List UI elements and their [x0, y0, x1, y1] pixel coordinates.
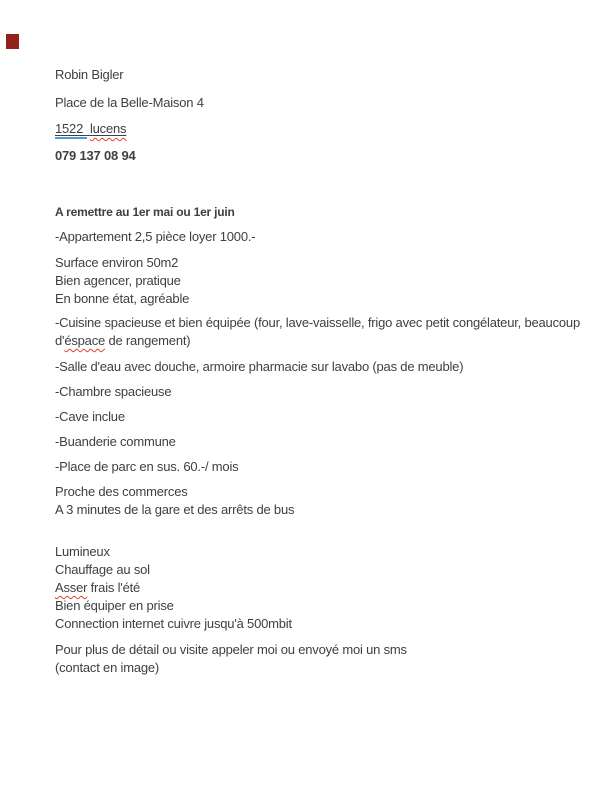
availability-heading: [55, 203, 600, 221]
misspelled-word: [90, 121, 126, 136]
contact-instructions: [55, 641, 600, 677]
phone-number: [55, 147, 600, 165]
address-street: [55, 94, 600, 112]
comfort-features: [55, 543, 600, 633]
text-segment: -Cave inclue: [55, 409, 125, 424]
text-segment: -Place de parc en sus. 60.-/ mois: [55, 459, 239, 474]
address-city: [55, 120, 600, 138]
parking-description: [55, 458, 600, 476]
text-segment: (contact en image): [55, 660, 160, 675]
cellar-description: [55, 408, 600, 426]
text-segment: Lumineux: [55, 544, 110, 559]
laundry-description: [55, 433, 600, 451]
text-segment: Proche des commerces: [55, 484, 188, 499]
text-segment: frais l'été: [87, 580, 141, 595]
apartment-type: [55, 228, 600, 246]
grammar-flagged-word: 1522: [55, 121, 87, 139]
text-segment: -Appartement 2,5 pièce loyer 1000.-: [55, 229, 256, 244]
bathroom-description: [55, 358, 600, 376]
text-segment: Chauffage au sol: [55, 562, 150, 577]
text-segment: A 3 minutes de la gare et des arrêts de bus: [55, 502, 295, 517]
listing-text-body: [55, 66, 600, 677]
misspelled-word: éspace: [64, 333, 106, 348]
text-segment: -Salle d'eau avec douche, armoire pharmacie sur lavabo (pas de meuble): [55, 359, 464, 374]
text-segment: Surface environ 50m2: [55, 255, 179, 270]
text-segment: d': [55, 333, 65, 348]
misspelled-word: Asser: [55, 580, 88, 595]
kitchen-description: [55, 314, 600, 350]
text-segment: -Buanderie commune: [55, 434, 176, 449]
location-description: [55, 483, 600, 519]
text-segment: Bien équiper en prise: [55, 598, 174, 613]
text-segment: Pour plus de détail ou visite appeler moi ou envoyé moi un sms: [55, 642, 407, 657]
text-segment: Robin Bigler: [55, 67, 124, 82]
text-segment: En bonne état, agréable: [55, 291, 190, 306]
bedroom-description: [55, 383, 600, 401]
apartment-features: [55, 254, 600, 308]
author-name: [55, 66, 600, 84]
misspelled-word: lucens: [89, 121, 127, 136]
text-segment: 079 137 08 94: [55, 148, 136, 163]
red-square-marker: [6, 34, 19, 49]
text-segment: Place de la Belle-Maison 4: [55, 95, 204, 110]
text-segment: de rangement): [105, 333, 191, 348]
text-segment: Bien agencer, pratique: [55, 273, 181, 288]
text-segment: Connection internet cuivre jusqu'à 500mbit: [55, 616, 292, 631]
text-segment: -Chambre spacieuse: [55, 384, 172, 399]
text-segment: -Cuisine spacieuse et bien équipée (four, lave-vaisselle, frigo avec petit congélateur, beaucoup: [55, 315, 580, 330]
text-segment: A remettre au 1er mai ou 1er juin: [55, 205, 235, 219]
